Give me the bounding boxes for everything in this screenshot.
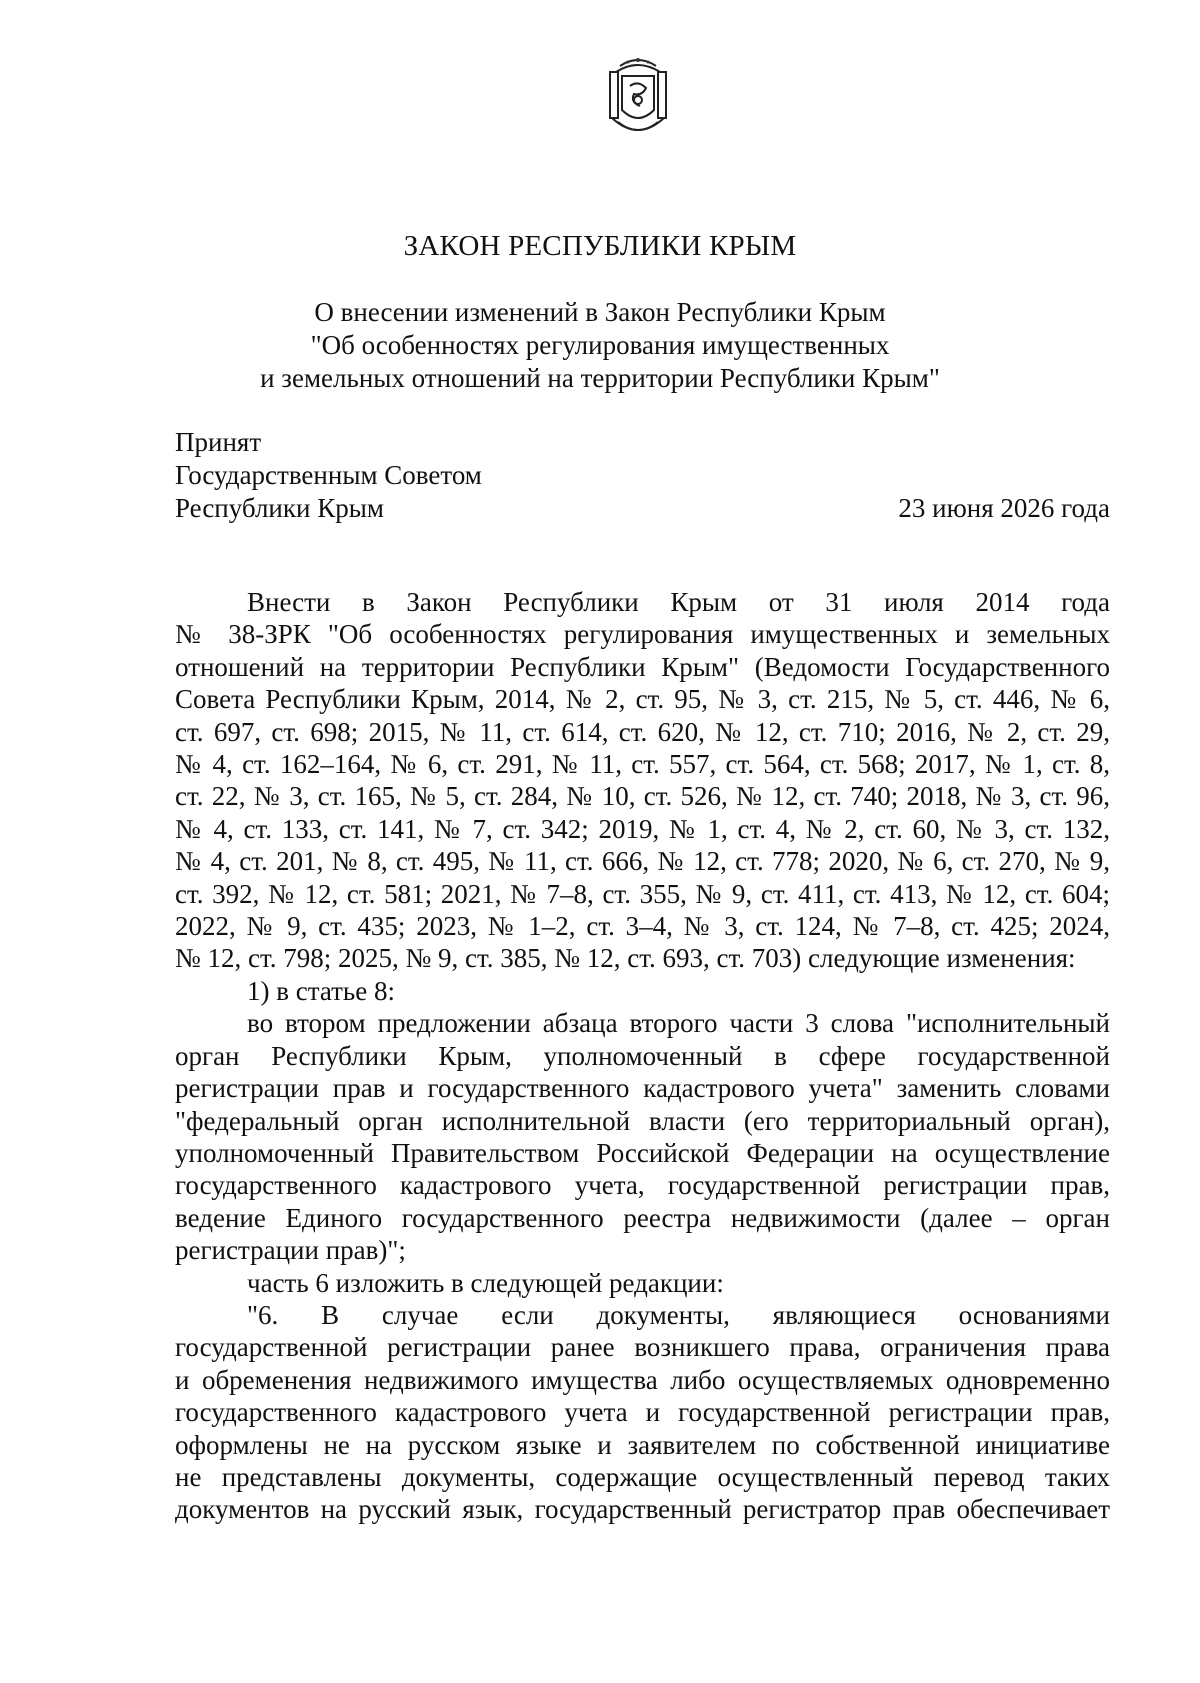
text-line: уполномоченный Правительством Российской Федерации на осуществление [175,1137,1110,1168]
subtitle-line: О внесении изменений в Закон Республики Крым [314,297,886,327]
text-line: № 38-ЗРК "Об особенностях регулирования имущественных и земельных [175,619,1110,650]
crimea-coat-of-arms-icon [600,52,676,144]
intro-paragraph [175,586,1110,975]
text-line: во втором предложении абзаца второго части 3 слова "исполнительный [247,1008,1110,1039]
subtitle-line: и земельных отношений на территории Республики Крым" [260,363,940,393]
paragraph-part-3 [175,1007,1110,1266]
adoption-block [175,426,482,525]
text-line: оформлены не на русском языке и заявителем по собственной инициативе [175,1429,1110,1460]
text-line: документов на русский язык, государственный регистратор прав обеспечивает [175,1494,1110,1525]
text-line: ст. 697, ст. 698; 2015, № 11, ст. 614, ст. 620, № 12, ст. 710; 2016, № 2, ст. 29, [175,716,1110,747]
text-line: № 4, ст. 162–164, № 6, ст. 291, № 11, ст. 557, ст. 564, ст. 568; 2017, № 1, ст. 8, [175,749,1110,780]
paragraph-part-6-intro: часть 6 изложить в следующей редакции: [247,1267,724,1298]
text-line: Внести в Закон Республики Крым от 31 июля 2014 года [247,587,1110,617]
text-line: и обременения недвижимого имущества либо осуществляемых одновременно [175,1364,1110,1395]
text-line: № 4, ст. 133, ст. 141, № 7, ст. 342; 2019, № 1, ст. 4, № 2, ст. 60, № 3, ст. 132, [175,813,1110,844]
text-line: "федеральный орган исполнительной власти (его территориальный орган), [175,1105,1110,1136]
text-line: "6. В случае если документы, являющиеся основаниями [247,1299,1110,1330]
text-line: № 4, ст. 201, № 8, ст. 495, № 11, ст. 666, № 12, ст. 778; 2020, № 6, ст. 270, № 9, [175,846,1110,877]
text-line: ст. 392, № 12, ст. 581; 2021, № 7–8, ст. 355, № 9, ст. 411, ст. 413, № 12, ст. 604; [175,878,1110,909]
law-body [175,586,1110,1526]
text-line: не представлены документы, содержащие осуществленный перевод таких [175,1461,1110,1492]
text-line: Совета Республики Крым, 2014, № 2, ст. 95, № 3, ст. 215, № 5, ст. 446, № 6, [175,684,1110,715]
text-line: ст. 22, № 3, ст. 165, № 5, ст. 284, № 10, ст. 526, № 12, ст. 740; 2018, № 3, ст. 96, [175,781,1110,812]
text-line: регистрации прав)"; [175,1235,406,1266]
adoption-line: Республики Крым [175,493,384,523]
text-line: регистрации прав и государственного кадастрового учета" заменить словами [175,1073,1110,1104]
text-line: орган Республики Крым, уполномоченный в сфере государственной [175,1040,1110,1071]
adoption-line: Государственным Советом [175,460,482,490]
document-subtitle [0,296,1200,395]
text-line: отношений на территории Республики Крым" (Ведомости Государственного [175,651,1110,682]
text-line: ведение Единого государственного реестра недвижимости (далее – орган [175,1202,1110,1233]
text-line: государственного кадастрового учета и государственной регистрации прав, [175,1397,1110,1428]
paragraph-part-6-text [175,1299,1110,1526]
adoption-line: Принят [175,427,262,457]
document-title: ЗАКОН РЕСПУБЛИКИ КРЫМ [403,230,797,262]
subtitle-line: "Об особенностях регулирования имущественных [310,330,890,360]
text-line: государственной регистрации ранее возникшего права, ограничения права [175,1332,1110,1363]
text-line: государственного кадастрового учета, государственной регистрации прав, [175,1170,1110,1201]
adoption-date: 23 июня 2026 года [898,493,1110,523]
item-1-heading: 1) в статье 8: [247,975,395,1006]
text-line: № 12, ст. 798; 2025, № 9, ст. 385, № 12, ст. 693, ст. 703) следующие изменения: [175,943,1076,974]
text-line: 2022, № 9, ст. 435; 2023, № 1–2, ст. 3–4, № 3, ст. 124, № 7–8, ст. 425; 2024, [175,911,1110,942]
